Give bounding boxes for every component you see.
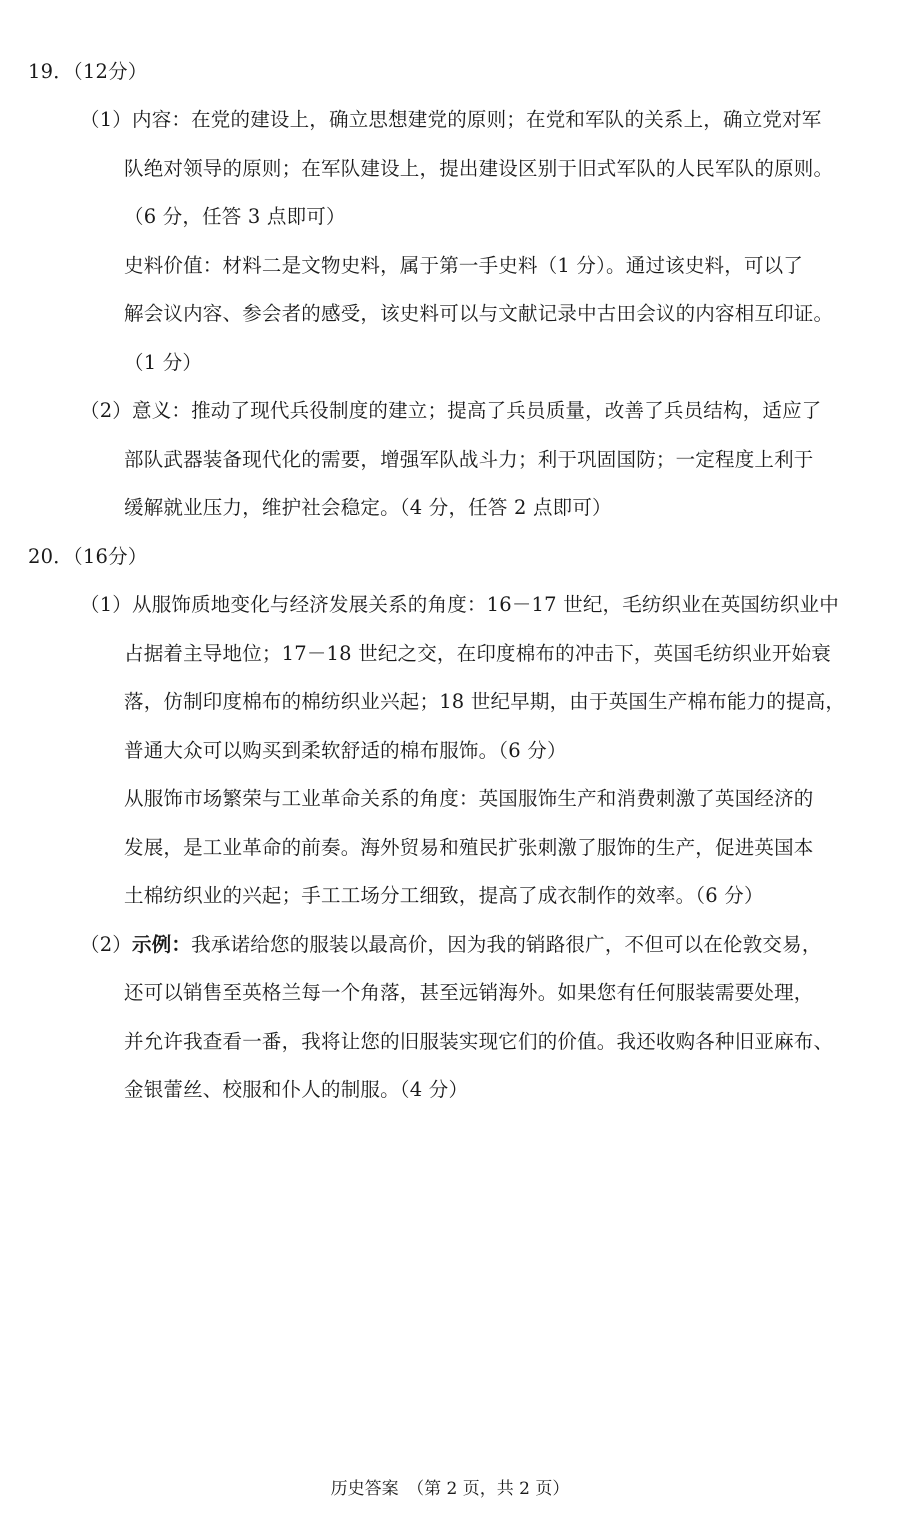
page-footer: 历史答案 （第 2 页，共 2 页） <box>330 1479 570 1499</box>
q19-part2-line: 缓解就业压力，维护社会稳定。（4 分，任答 2 点即可） <box>124 496 612 519</box>
q20-part1-line: （1）从服饰质地变化与经济发展关系的角度：16－17 世纪，毛纺织业在英国纺织业中 <box>80 593 839 616</box>
q20-part2-line: 还可以销售至英格兰每一个角落，甚至远销海外。如果您有任何服装需要处理， <box>124 981 814 1004</box>
q20-part2-prefix: （2） <box>80 933 133 956</box>
q19-part1-line: （6 分，任答 3 点即可） <box>124 205 346 228</box>
q20-part2-line: 金银蕾丝、校服和仆人的制服。（4 分） <box>124 1078 469 1101</box>
q19-part1-line: （1 分） <box>124 351 203 374</box>
q20-part1-line: 发展，是工业革命的前奏。海外贸易和殖民扩张刺激了服饰的生产，促进英国本 <box>124 836 814 859</box>
q19-part1-line: 史料价值：材料二是文物史料，属于第一手史料（1 分）。通过该史料，可以了 <box>124 254 804 277</box>
q20-part2-first-text: 我承诺给您的服装以最高价，因为我的销路很广，不但可以在伦敦交易， <box>191 933 822 956</box>
q19-part2-line: （2）意义：推动了现代兵役制度的建立；提高了兵员质量，改善了兵员结构，适应了 <box>80 399 822 422</box>
q20-part2-example-label: 示例： <box>132 933 192 956</box>
q20-part1-line: 土棉纺织业的兴起；手工工场分工细致，提高了成衣制作的效率。（6 分） <box>124 884 764 907</box>
q20-part2-first-line <box>80 933 822 957</box>
q20-header: 20．（16分） <box>28 545 148 568</box>
q20-part2-line: 并允许我查看一番，我将让您的旧服装实现它们的价值。我还收购各种旧亚麻布、 <box>124 1030 834 1053</box>
q20-part1-line: 普通大众可以购买到柔软舒适的棉布服饰。（6 分） <box>124 739 567 762</box>
q20-part1-line: 从服饰市场繁荣与工业革命关系的角度：英国服饰生产和消费刺激了英国经济的 <box>124 787 814 810</box>
q19-part1-line: （1）内容：在党的建设上，确立思想建党的原则；在党和军队的关系上，确立党对军 <box>80 108 822 131</box>
q19-part1-line: 解会议内容、参会者的感受，该史料可以与文献记录中古田会议的内容相互印证。 <box>124 302 834 325</box>
q19-part2-line: 部队武器装备现代化的需要，增强军队战斗力；利于巩固国防；一定程度上利于 <box>124 448 814 471</box>
q20-part1-line: 占据着主导地位；17－18 世纪之交，在印度棉布的冲击下，英国毛纺织业开始衰 <box>124 642 831 665</box>
q19-part1-line: 队绝对领导的原则；在军队建设上，提出建设区别于旧式军队的人民军队的原则。 <box>124 157 834 180</box>
q20-part1-line: 落，仿制印度棉布的棉纺织业兴起；18 世纪早期，由于英国生产棉布能力的提高， <box>124 690 846 713</box>
q19-header: 19．（12分） <box>28 60 148 83</box>
